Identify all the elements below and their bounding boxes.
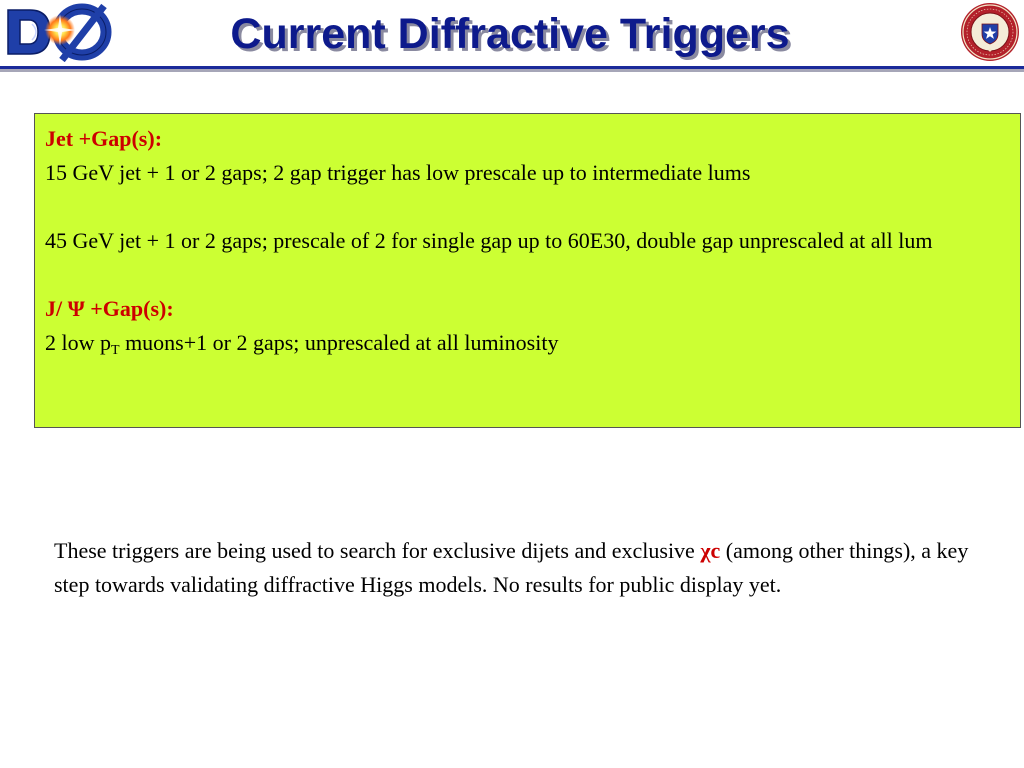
note-text-pre: These triggers are being used to search for exclusive dijets and exclusive: [54, 538, 701, 563]
summary-note: [54, 534, 994, 602]
jpsi-line-pre: 2 low p: [45, 330, 111, 355]
jpsi-muon-line: [45, 326, 1010, 360]
jpsi-line-post: muons+1 or 2 gaps; unprescaled at all luminosity: [119, 330, 559, 355]
pt-subscript: T: [111, 343, 120, 358]
jet-45gev-line: 45 GeV jet + 1 or 2 gaps; prescale of 2 for single gap up to 60E30, double gap unprescaled at all lum: [45, 228, 933, 253]
spacer: [45, 190, 1010, 224]
jpsi-gap-heading: J/ Ψ +Gap(s):: [45, 296, 174, 321]
chi-c-symbol: χc: [700, 538, 721, 563]
triggers-box: [34, 113, 1021, 428]
header-rule-grey: [0, 69, 1024, 72]
page-title: Current Diffractive Triggers: [230, 10, 790, 58]
d0-logo: [4, 2, 112, 62]
university-seal-icon: [960, 2, 1020, 62]
note-text-post: (among other things), a key step towards validating diffractive Higgs models. No results for public display yet.: [54, 538, 969, 597]
jet-gap-heading: Jet +Gap(s):: [45, 126, 163, 151]
jet-15gev-line: 15 GeV jet + 1 or 2 gaps; 2 gap trigger has low prescale up to intermediate lums: [45, 160, 751, 185]
spacer: [45, 258, 1010, 292]
